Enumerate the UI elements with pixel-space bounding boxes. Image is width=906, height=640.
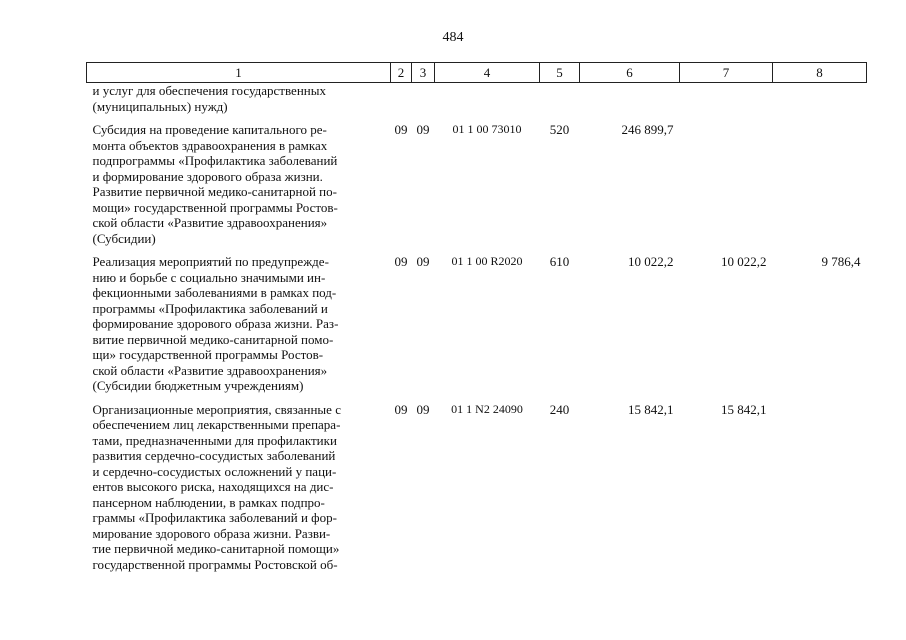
amount-col7: 15 842,1	[721, 401, 767, 417]
expense-type-code: 610	[549, 254, 570, 269]
column-header: 3	[412, 63, 435, 83]
row-description: Организационные мероприятия, связанные с обеспечением лиц лекарственными препара- тами, предназначенными для профилактики развития сердечно-сосудистых заболеваний и сердечно-сосудистых осложнений у паци- ентов высокого риска, находящихся на дис- пансерном наблюдении, в рамках подпро- граммы «Профилактика заболеваний и фор- мирование здорового образа жизни. Разви- тие первичной медико-санитарной помощи» государственной программы Ростовской об-	[92, 401, 341, 572]
column-header: 7	[680, 63, 773, 83]
page-number: 484	[442, 30, 464, 45]
table-row	[87, 402, 867, 573]
row-description: Субсидия на проведение капитального ре- монта объектов здравоохранения в рамках подпрограммы «Профилактика заболеваний и формирование здорового образа жизни. Развитие первичной медико-санитарной по- мощи» государственной программы Ростов- ской области «Развитие здравоохранения» (Субсидии)	[92, 122, 338, 246]
target-article-code: 01 1 N2 24090	[451, 401, 523, 416]
amount-col8	[773, 402, 867, 573]
section-code: 09	[394, 401, 408, 417]
target-article-code: 01 1 00 73010	[452, 122, 522, 136]
amount-col7: 10 022,2	[721, 254, 767, 269]
subsection-code: 09	[416, 122, 430, 137]
amount-col6: 246 899,7	[621, 122, 674, 137]
column-header: 4	[435, 63, 540, 83]
row-description: и услуг для обеспечения государственных (муниципальных) нужд)	[92, 83, 326, 114]
row-description-cell	[87, 122, 391, 246]
row-spacer	[87, 394, 867, 402]
amount-col8: 9 786,4	[821, 254, 861, 269]
column-header: 6	[580, 63, 680, 83]
table-header-row	[87, 63, 867, 83]
amount-col7	[680, 122, 773, 246]
expense-type-code	[540, 83, 580, 115]
expense-type-code: 520	[549, 122, 570, 137]
row-description-cell	[87, 402, 391, 573]
budget-table	[86, 62, 867, 572]
column-header: 8	[773, 63, 867, 83]
row-description-cell	[87, 254, 391, 394]
row-spacer	[87, 114, 867, 122]
column-header: 2	[391, 63, 412, 83]
amount-col6	[580, 83, 680, 115]
amount-col8	[773, 83, 867, 115]
amount-col6: 15 842,1	[628, 401, 674, 417]
row-description: Реализация мероприятий по предупрежде- нию и борьбе с социально значимыми ин- фекционными заболеваниями в рамках под- программы «Профилактика заболеваний и формирование здорового образа жизни. Раз- витие первичной медико-санитарной помо- щи» государственной программы Ростов- ской области «Развитие здравоохранения» (Субсидии бюджетным учреждениям)	[92, 254, 339, 393]
section-code: 09	[394, 254, 408, 269]
table-row	[87, 254, 867, 394]
subsection-code: 09	[416, 254, 430, 269]
subsection-code	[412, 83, 435, 115]
amount-col7	[680, 83, 773, 115]
table-row	[87, 122, 867, 246]
row-spacer	[87, 246, 867, 254]
amount-col8	[773, 122, 867, 246]
section-code	[391, 83, 412, 115]
section-code: 09	[394, 122, 408, 137]
target-article-code	[435, 83, 540, 115]
column-header: 5	[540, 63, 580, 83]
subsection-code: 09	[416, 401, 430, 417]
table-row	[87, 83, 867, 115]
amount-col6: 10 022,2	[628, 254, 674, 269]
expense-type-code: 240	[549, 401, 570, 417]
target-article-code: 01 1 00 R2020	[451, 254, 523, 268]
row-description-cell	[87, 83, 391, 115]
column-header: 1	[87, 63, 391, 83]
